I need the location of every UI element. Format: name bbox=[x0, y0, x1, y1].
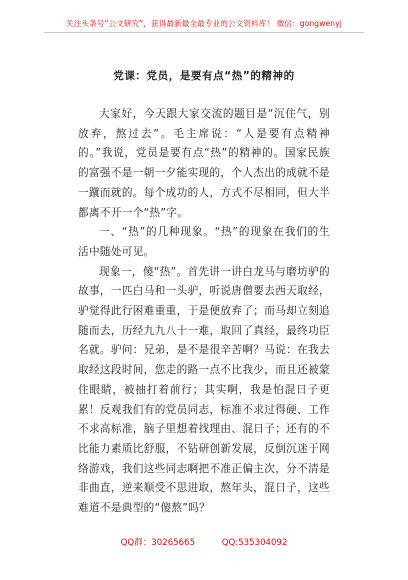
paragraph-phenomenon-one: 现象一，傻“热”。首先讲一讲白龙马与磨坊驴的故事，一匹白马和一头驴，听说唐僧要去西天取经，驴觉得此行困难重重，于是便放弃了；而马却立刻追随而去，历经九九八十一难，取回了真经，最终功臣名就。驴问：兄弟，是不是很辛苦啊？马说：在我去取经这段时间，您走的路一点不比我少，而且还被蒙住眼睛，被抽打着前行；其实啊，我是怕混日子更累！反观我们有的党员同志，标准不求过得硬、工作不求高标准，脑子里想着找理由、混日子；还有的不比能力素质比舒服，不钻研创新发展，反倒沉迷于网络游戏，我们这些同志啊把不准正偏主次，分不清是非曲直，逆来顺受不思进取，熬年头，混日子，这些难道不是典型的“傻熬”吗？ bbox=[78, 265, 330, 515]
paragraph-section-heading: 一、“热”的几种现象。“热”的现象在我们的生活中随处可见。 bbox=[78, 226, 330, 258]
contact-footer bbox=[0, 536, 408, 548]
paragraph-intro: 大家好，今天跟大家交流的题目是“沉住气，别放弃，熬过去”。毛主席说：“人是要有点精神的。”我说，党员是要有点“热”的精神的。国家民族的富强不是一朝一夕能实现的，个人杰出的成就不是一蹴而就的。每个成功的人，方式不尽相同，但大半都离不开一个“热”字。 bbox=[78, 108, 330, 219]
header-divider bbox=[44, 32, 364, 33]
qq-number-text: QQ:535304092 bbox=[221, 538, 288, 548]
document-title: 党课：党员，是要有点“热”的精神的 bbox=[113, 70, 295, 82]
promo-header: 关注头条号“公文研究”，获得最新最全最专业的公文资料库！ 微信：gongwenyj bbox=[66, 19, 342, 28]
document-body bbox=[78, 105, 330, 519]
qq-group-text: QQ群：30265665 bbox=[120, 538, 196, 548]
